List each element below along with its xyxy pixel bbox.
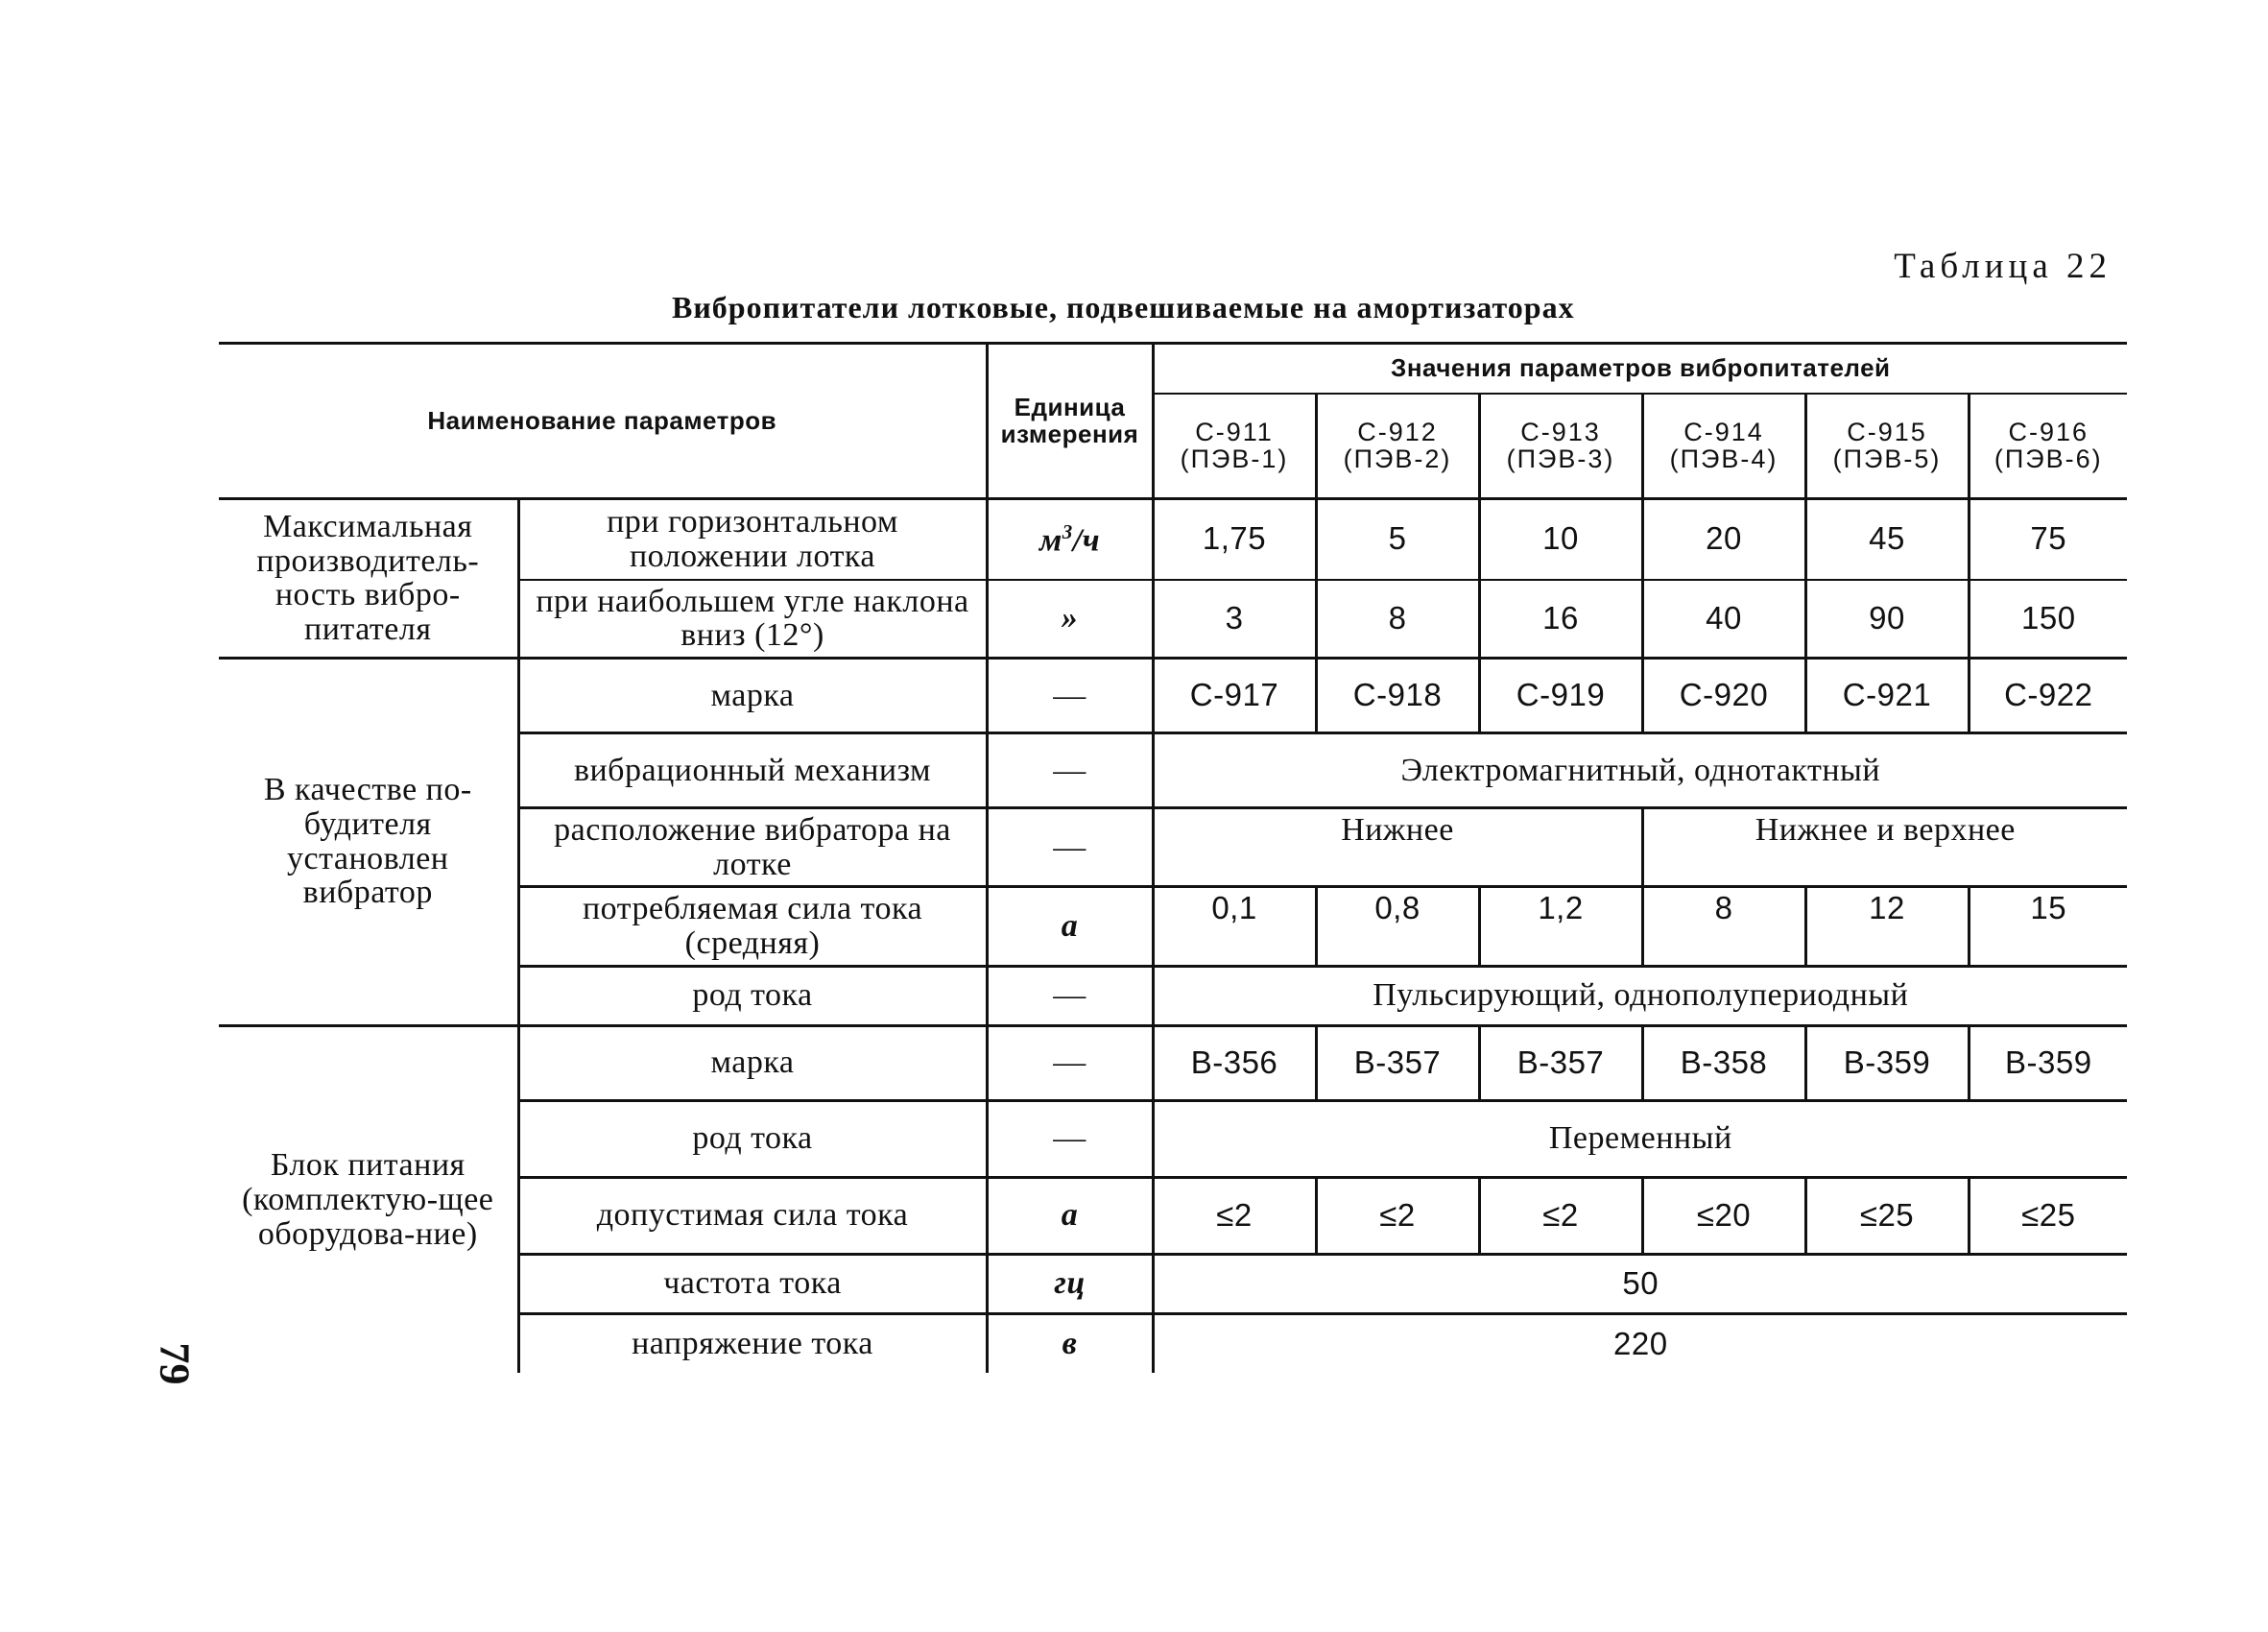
value-cell: 90	[1805, 580, 1969, 659]
model-code: С-915	[1847, 417, 1927, 446]
value-cell: 0,1	[1153, 887, 1316, 966]
value-cell: 75	[1969, 499, 2127, 580]
value-cell-merged: 220	[1153, 1313, 2127, 1373]
value-cell: ≤25	[1805, 1177, 1969, 1254]
value-cell-merged: 50	[1153, 1254, 2127, 1313]
unit-cell: —	[987, 966, 1153, 1025]
value-cell: В-356	[1153, 1025, 1316, 1100]
model-header	[1969, 394, 2127, 499]
unit-cell: —	[987, 1100, 1153, 1177]
unit-cell: а	[987, 1177, 1153, 1254]
model-header	[1479, 394, 1642, 499]
model-code: С-911	[1195, 417, 1274, 446]
value-cell: 20	[1642, 499, 1805, 580]
unit-sup: 3	[1062, 519, 1073, 543]
param-cell: напряжение тока	[518, 1313, 987, 1373]
param-cell: расположение вибратора на лотке	[518, 807, 987, 886]
value-cell: ≤2	[1479, 1177, 1642, 1254]
value-cell: 8	[1316, 580, 1479, 659]
unit-base: м	[1039, 522, 1062, 559]
value-cell: 16	[1479, 580, 1642, 659]
unit-cell: —	[987, 732, 1153, 807]
model-sub: (ПЭВ-6)	[1993, 444, 2103, 474]
value-cell: С-921	[1805, 658, 1969, 732]
header-unit: Единица измерения	[987, 344, 1153, 499]
param-cell: допустимая сила тока	[518, 1177, 987, 1254]
model-sub: (ПЭВ-4)	[1669, 444, 1779, 474]
value-cell: С-919	[1479, 658, 1642, 732]
value-cell: С-917	[1153, 658, 1316, 732]
unit-cell	[987, 499, 1153, 580]
param-cell: частота тока	[518, 1254, 987, 1313]
value-cell: 8	[1642, 887, 1805, 966]
model-sub: (ПЭВ-3)	[1506, 444, 1615, 474]
model-sub: (ПЭВ-2)	[1343, 444, 1452, 474]
model-code: С-913	[1520, 417, 1601, 446]
value-cell: В-359	[1969, 1025, 2127, 1100]
table-title: Вибропитатели лотковые, подвешиваемые на амортизаторах	[672, 290, 1575, 324]
value-cell-merged: Переменный	[1153, 1100, 2127, 1177]
unit-cell: в	[987, 1313, 1153, 1373]
value-cell: С-918	[1316, 658, 1479, 732]
page-number: 79	[151, 1342, 199, 1385]
value-cell: 5	[1316, 499, 1479, 580]
model-code: С-916	[2008, 417, 2089, 446]
value-cell-merged: Нижнее и верхнее	[1642, 807, 2127, 886]
model-code: С-912	[1357, 417, 1438, 446]
value-cell: 1,75	[1153, 499, 1316, 580]
model-header	[1805, 394, 1969, 499]
param-cell: марка	[518, 658, 987, 732]
param-cell: при наибольшем угле наклона вниз (12°)	[518, 580, 987, 659]
value-cell: ≤20	[1642, 1177, 1805, 1254]
value-cell: 3	[1153, 580, 1316, 659]
value-cell: В-358	[1642, 1025, 1805, 1100]
value-cell: ≤25	[1969, 1177, 2127, 1254]
unit-cell: »	[987, 580, 1153, 659]
table-row	[219, 658, 2127, 732]
param-cell: род тока	[518, 1100, 987, 1177]
unit-cell: —	[987, 807, 1153, 886]
unit-suffix: /ч	[1072, 522, 1101, 559]
value-cell: В-359	[1805, 1025, 1969, 1100]
value-cell-merged: Нижнее	[1153, 807, 1642, 886]
unit-cell: —	[987, 1025, 1153, 1100]
value-cell: ≤2	[1316, 1177, 1479, 1254]
group-label-exciter: В качестве по-будителя установлен вибратор	[219, 658, 518, 1025]
unit-cell: а	[987, 887, 1153, 966]
table-row	[219, 499, 2127, 580]
header-param-name: Наименование параметров	[219, 344, 987, 499]
value-cell: С-920	[1642, 658, 1805, 732]
value-cell: 10	[1479, 499, 1642, 580]
value-cell: 1,2	[1479, 887, 1642, 966]
group-label-productivity: Максимальная производитель-ность вибро-питателя	[219, 499, 518, 659]
model-header	[1153, 394, 1316, 499]
value-cell: 150	[1969, 580, 2127, 659]
value-cell: В-357	[1316, 1025, 1479, 1100]
model-code: С-914	[1683, 417, 1764, 446]
param-cell: род тока	[518, 966, 987, 1025]
model-header	[1642, 394, 1805, 499]
value-cell: 40	[1642, 580, 1805, 659]
table-number-label: Таблица 22	[1894, 247, 2112, 286]
model-sub: (ПЭВ-5)	[1832, 444, 1942, 474]
value-cell: 12	[1805, 887, 1969, 966]
value-cell-merged: Пульсирующий, однополупериодный	[1153, 966, 2127, 1025]
header-row	[219, 344, 2127, 394]
value-cell: ≤2	[1153, 1177, 1316, 1254]
value-cell: 45	[1805, 499, 1969, 580]
model-header	[1316, 394, 1479, 499]
param-cell: при горизонтальном положении лотка	[518, 499, 987, 580]
header-values-group: Значения параметров вибропитателей	[1153, 344, 2127, 394]
model-sub: (ПЭВ-1)	[1180, 444, 1289, 474]
unit-cell: —	[987, 658, 1153, 732]
value-cell: В-357	[1479, 1025, 1642, 1100]
param-cell: потребляемая сила тока (средняя)	[518, 887, 987, 966]
param-cell: вибрационный механизм	[518, 732, 987, 807]
param-cell: марка	[518, 1025, 987, 1100]
unit-cell: гц	[987, 1254, 1153, 1313]
value-cell: 15	[1969, 887, 2127, 966]
value-cell-merged: Электромагнитный, однотактный	[1153, 732, 2127, 807]
parameters-table	[219, 342, 2127, 1373]
table-row	[219, 1025, 2127, 1100]
value-cell: С-922	[1969, 658, 2127, 732]
group-label-power: Блок питания (комплектую-щее оборудова-ние)	[219, 1025, 518, 1373]
value-cell: 0,8	[1316, 887, 1479, 966]
